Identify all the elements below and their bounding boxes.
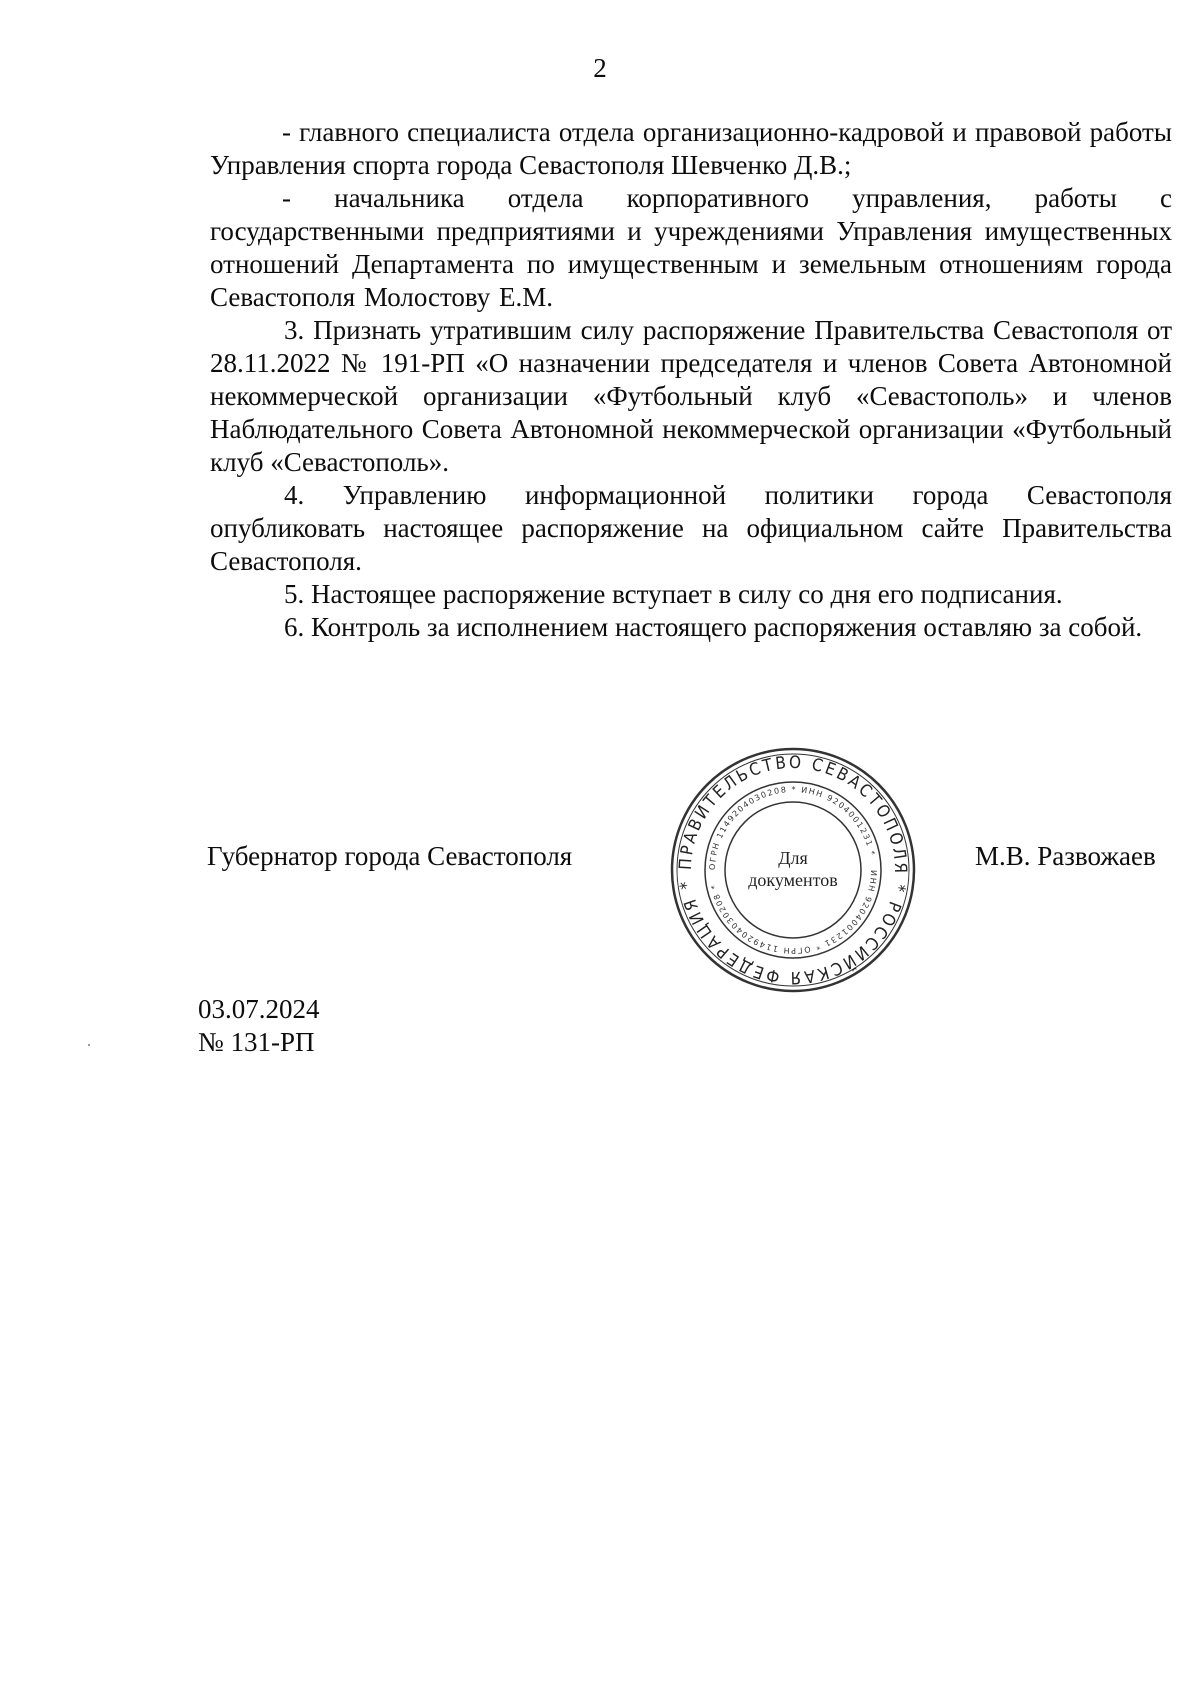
paragraph-item-3: 3. Признать утратившим силу распоряжение Правительства Севастополя от 28.11.2022 № 191-РП «О назначении председателя и членов Совета Автономной некоммерческой организации «Футбольный клуб «Севастополь» и членов Наблюдательного Совета Автономной некоммерческой организации «Футбольный клуб «Севастополь». [210,315,1172,477]
seal-inner-text-bottom: ИНН 9204001231 * ОГРН 1149204030208 * [709,869,879,956]
seal-center-line-1: Для [778,848,808,868]
document-registration [198,993,320,1059]
seal-outer-text: ПРАВИТЕЛЬСТВО СЕВАСТОПОЛЯ * РОССИЙСКАЯ ФЕДЕРАЦИЯ * [675,752,911,988]
page-number: 2 [593,53,607,83]
paragraph-bullet-2: - начальника отдела корпоративного управления, работы с государственными предприятиями и учреждениями Управления имущественных отношений Департамента по имущественным и земельным отношениям города Севастополя Молостову Е.М. [210,183,1172,312]
paragraph-item-4: 4. Управлению информационной политики города Севастополя опубликовать настоящее распоряжение на официальном сайте Правительства Севастополя. [210,480,1172,576]
paragraph-item-5: 5. Настоящее распоряжение вступает в силу со дня его подписания. [284,579,1063,609]
signatory-title: Губернатор города Севастополя [207,841,573,871]
paragraph-item-6: 6. Контроль за исполнением настоящего распоряжения оставляю за собой. [284,612,1143,642]
seal-inner-text-top: ОГРН 1149204030208 * ИНН 9204001231 * [707,784,877,871]
signatory-name: М.В. Развожаев [975,841,1156,871]
paragraph-bullet-1: - главного специалиста отдела организационно-кадровой и правовой работы Управления спорта города Севастополя Шевченко Д.В.; [210,117,1172,180]
official-seal [668,745,918,995]
document-date: 03.07.2024 [198,994,320,1024]
document-body [210,116,1172,644]
document-number: № 131-РП [198,1027,315,1057]
scan-speck [88,1044,90,1046]
seal-center-line-2: документов [748,870,838,890]
